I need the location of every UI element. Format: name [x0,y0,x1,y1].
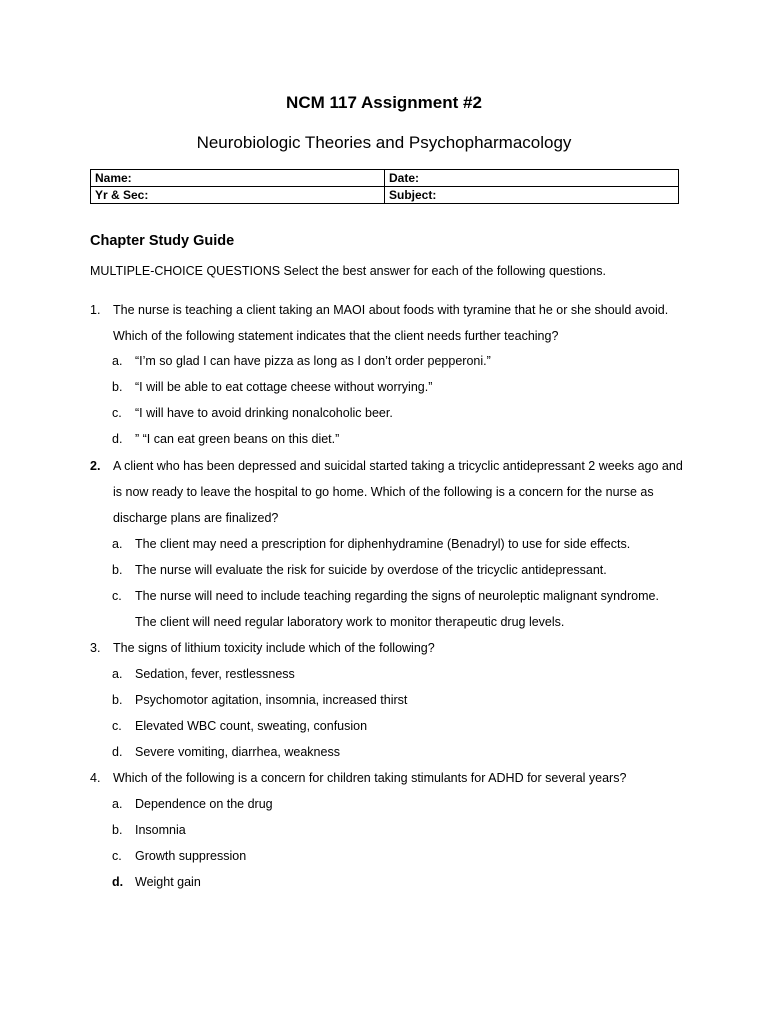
option-text: Growth suppression [135,849,247,863]
option-letter: b. [112,693,123,707]
info-row [91,170,679,187]
question-number: 2. [90,459,101,473]
option [112,430,339,448]
option-text: “I’m so glad I can have pizza as long as I don’t order pepperoni.” [135,354,491,368]
name-label: Name: [95,171,132,185]
name-cell [91,170,385,187]
question-2 [90,453,690,531]
question-number: 3. [90,641,101,655]
option-letter: d. [112,432,123,446]
option [112,352,491,370]
option [112,873,201,891]
option-text: The nurse will need to include teaching regarding the signs of neuroleptic malignant syndrome. [135,589,659,603]
document-subtitle: Neurobiologic Theories and Psychopharmacology [196,133,572,152]
option-text: ” “I can eat green beans on this diet.” [135,432,340,446]
option-text: Elevated WBC count, sweating, confusion [135,719,368,733]
option-letter: b. [112,823,123,837]
info-row [91,187,679,204]
subject-label: Subject: [389,188,437,202]
instructions: MULTIPLE-CHOICE QUESTIONS Select the best answer for each of the following questions. [90,264,606,278]
option [112,587,659,605]
question-number: 1. [90,303,101,317]
yr-sec-label: Yr & Sec: [95,188,149,202]
option-letter: d. [112,745,123,759]
question-text: The nurse is teaching a client taking an MAOI about foods with tyramine that he or she should avoid. Which of the following statement indicates that the client needs further teaching? [113,303,669,343]
option-text: “I will be able to eat cottage cheese without worrying.” [135,380,433,394]
option [112,795,273,813]
option [112,691,407,709]
subject-cell [385,187,679,204]
question-1 [90,297,690,349]
option-text: The nurse will evaluate the risk for suicide by overdose of the tricyclic antidepressant. [135,563,607,577]
option-letter: a. [112,667,123,681]
option-text: The client will need regular laboratory work to monitor therapeutic drug levels. [135,615,565,629]
section-heading: Chapter Study Guide [90,233,235,249]
question-text: The signs of lithium toxicity include which of the following? [113,641,435,655]
option [112,561,607,579]
option-letter: a. [112,797,123,811]
question-3 [90,635,690,661]
option-letter: c. [112,719,122,733]
option [112,613,564,631]
option-text: The client may need a prescription for diphenhydramine (Benadryl) to use for side effects. [135,537,631,551]
option [112,665,295,683]
option-text: “I will have to avoid drinking nonalcoholic beer. [135,406,393,420]
option-text: Severe vomiting, diarrhea, weakness [135,745,340,759]
document-title: NCM 117 Assignment #2 [286,93,482,112]
question-number: 4. [90,771,101,785]
option [112,743,340,761]
option [112,717,367,735]
option-letter: b. [112,563,123,577]
option [112,847,246,865]
option-letter: a. [112,537,123,551]
option-text: Insomnia [135,823,186,837]
option [112,378,432,396]
student-info-table [90,169,679,204]
date-label: Date: [389,171,420,185]
option-letter: b. [112,380,123,394]
option-letter: a. [112,354,123,368]
option-text: Sedation, fever, restlessness [135,667,295,681]
option-text: Weight gain [135,875,201,889]
date-cell [385,170,679,187]
option [112,404,393,422]
question-text: A client who has been depressed and suicidal started taking a tricyclic antidepressant 2 weeks ago and is now ready to leave the hospital to go home. Which of the following is a concern for the nurse as discharge plans are finalized? [113,459,683,525]
option-letter: c. [112,589,122,603]
question-text: Which of the following is a concern for children taking stimulants for ADHD for several years? [113,771,627,785]
option [112,821,186,839]
yr-sec-cell [91,187,385,204]
option-letter: c. [112,406,122,420]
option-text: Dependence on the drug [135,797,273,811]
option [112,535,630,553]
option-letter: c. [112,849,122,863]
option-text: Psychomotor agitation, insomnia, increased thirst [135,693,408,707]
option-letter: d. [112,875,124,889]
question-4 [90,765,690,791]
